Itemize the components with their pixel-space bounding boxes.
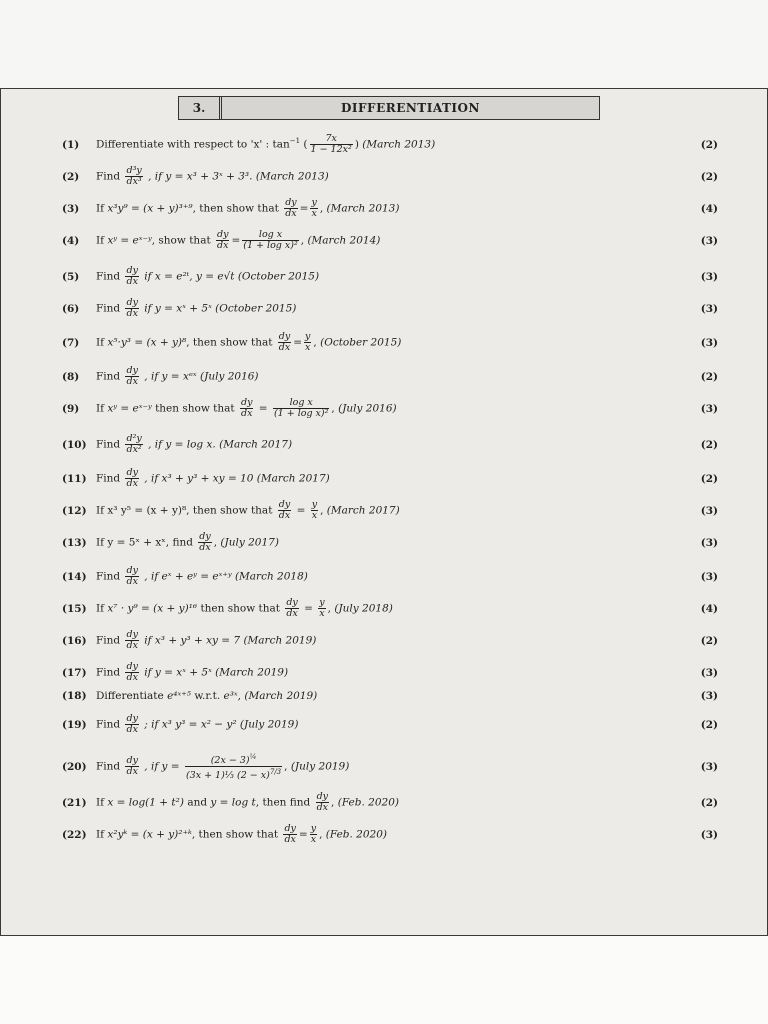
question-marks: (4)	[700, 202, 718, 215]
question-marks: (2)	[700, 472, 718, 485]
background-top	[0, 0, 768, 88]
question-number: (10)	[62, 438, 87, 451]
question-text: If x⁵·y³ = (x + y)⁸, then show that $\frac{dy}{dx}$ = $\frac{y}{x}$ , (October 2015)	[96, 331, 402, 353]
question-text: If x⁷ · y⁹ = (x + y)¹⁶ then show that $\frac{dy}{dx}$ = $\frac{y}{x}$ , (July 2018)	[96, 597, 393, 619]
question-20	[62, 752, 718, 781]
question-text: Find $\frac{dy}{dx}$ , if x³ + y³ + xy = 10 (March 2017)	[96, 467, 330, 489]
question-marks: (2)	[700, 138, 718, 151]
question-21	[62, 792, 718, 813]
question-marks: (3)	[700, 336, 718, 349]
question-2	[62, 166, 718, 187]
question-number: (15)	[62, 602, 87, 615]
question-text: Find $\frac{\text{d²y}}{\text{dx²}}$ , if y = log x. (March 2017)	[96, 433, 293, 455]
question-1	[62, 134, 718, 155]
section-number: 3.	[179, 97, 222, 119]
question-number: (3)	[62, 202, 80, 215]
question-marks: (4)	[700, 602, 718, 615]
question-18	[62, 690, 718, 702]
question-marks: (3)	[700, 570, 718, 583]
question-marks: (3)	[700, 690, 718, 702]
question-22	[62, 824, 718, 845]
section-title: DIFFERENTIATION	[341, 101, 480, 115]
question-number: (20)	[62, 760, 87, 773]
question-11	[62, 468, 718, 489]
question-3	[62, 198, 718, 219]
question-14	[62, 566, 718, 587]
question-marks: (2)	[700, 170, 718, 183]
question-text: If xʸ = eˣ⁻ʸ, show that $\frac{dy}{dx}$ = $\frac{\text{log x}}{\text{(1 + log x)²}}$ , (March 2014)	[96, 229, 381, 251]
question-text: Differentiate with respect to 'x' : $\tan^{-1}$ ( $\frac{7x}{\text{1 − 12x²}}$ ) (March 2013)	[96, 133, 436, 155]
question-number: (2)	[62, 170, 80, 183]
question-number: (16)	[62, 634, 87, 647]
background-bottom	[0, 936, 768, 1024]
question-text: If x = log(1 + t²) and y = log t, then find $\frac{dy}{dx}$ , (Feb. 2020)	[96, 791, 399, 813]
question-marks: (3)	[700, 760, 718, 773]
question-9	[62, 398, 718, 419]
question-text: If xʸ = eˣ⁻ʸ then show that $\frac{dy}{dx}$ = $\frac{\text{log x}}{\text{(1 + log x)²}}$ , (July 2016)	[96, 397, 397, 419]
question-marks: (3)	[700, 302, 718, 315]
question-marks: (2)	[700, 438, 718, 451]
question-number: (6)	[62, 302, 80, 315]
question-number: (18)	[62, 690, 87, 702]
question-number: (5)	[62, 270, 80, 283]
question-marks: (3)	[700, 234, 718, 247]
question-number: (4)	[62, 234, 80, 247]
question-number: (13)	[62, 536, 87, 549]
question-marks: (3)	[700, 402, 718, 415]
question-number: (14)	[62, 570, 87, 583]
question-number: (8)	[62, 370, 80, 383]
question-text: Find $\frac{dy}{dx}$ ; if x³ y³ = x² − y² (July 2019)	[96, 713, 299, 735]
question-text: Find $\frac{\text{d³y}}{\text{dx³}}$ , if y = x³ + 3ˣ + 3³. (March 2013)	[96, 165, 329, 187]
question-marks: (3)	[700, 504, 718, 517]
question-5	[62, 266, 718, 287]
question-text: If x²yᵏ = (x + y)²⁺ᵏ, then show that $\frac{dy}{dx}$ = $\frac{y}{x}$ , (Feb. 2020)	[96, 823, 388, 845]
question-marks: (3)	[700, 828, 718, 841]
question-marks: (2)	[700, 370, 718, 383]
question-text: Find $\frac{dy}{dx}$ , if eˣ + eʸ = eˣ⁺ʸ (March 2018)	[96, 565, 308, 587]
question-number: (9)	[62, 402, 80, 415]
question-text: If x³y⁹ = (x + y)³⁺⁹, then show that $\frac{dy}{dx}$ = $\frac{y}{x}$ , (March 2013)	[96, 197, 400, 219]
question-7	[62, 332, 718, 353]
question-marks: (2)	[700, 796, 718, 809]
question-16	[62, 630, 718, 651]
question-text: If x³ y⁵ = (x + y)⁸, then show that $\frac{dy}{dx}$ = $\frac{y}{x}$ , (March 2017)	[96, 499, 400, 521]
question-number: (1)	[62, 138, 80, 151]
question-number: (21)	[62, 796, 87, 809]
question-12	[62, 500, 718, 521]
question-19	[62, 714, 718, 735]
question-marks: (2)	[700, 718, 718, 731]
question-text: Find $\frac{dy}{dx}$ if y = xˣ + 5ˣ (March 2019)	[96, 661, 289, 683]
question-8	[62, 366, 718, 387]
question-number: (7)	[62, 336, 80, 349]
section-header	[178, 96, 600, 120]
question-13	[62, 532, 718, 553]
question-number: (17)	[62, 666, 87, 679]
question-number: (19)	[62, 718, 87, 731]
question-number: (11)	[62, 472, 87, 485]
question-number: (22)	[62, 828, 87, 841]
question-10	[62, 434, 718, 455]
question-4	[62, 230, 718, 251]
question-number: (12)	[62, 504, 87, 517]
question-15	[62, 598, 718, 619]
question-text: Find $\frac{dy}{dx}$ if x = e²ᵗ, y = e√t (October 2015)	[96, 265, 320, 287]
question-text: Find $\frac{dy}{dx}$ , if y = $\frac{(2x - 3)^{\frac{1}{4}}}{(3x + 1)\frac{1}{3} (2 - x)^{7/3}}$ , (July 2019)	[96, 753, 350, 782]
question-marks: (3)	[700, 666, 718, 679]
question-text: Find $\frac{dy}{dx}$ , if y = xᵉˣ (July 2016)	[96, 365, 259, 387]
question-text: Differentiate e⁴ˣ⁺⁵ w.r.t. e³ˣ, (March 2019)	[96, 690, 318, 702]
question-text: Find $\frac{dy}{dx}$ if x³ + y³ + xy = 7 (March 2019)	[96, 629, 317, 651]
question-text: If y = 5ˣ + xˣ, find $\frac{dy}{dx}$ , (July 2017)	[96, 531, 279, 553]
question-marks: (3)	[700, 536, 718, 549]
question-17	[62, 662, 718, 683]
question-marks: (3)	[700, 270, 718, 283]
question-6	[62, 298, 718, 319]
question-marks: (2)	[700, 634, 718, 647]
question-text: Find $\frac{dy}{dx}$ if y = xˣ + 5ˣ (October 2015)	[96, 297, 297, 319]
